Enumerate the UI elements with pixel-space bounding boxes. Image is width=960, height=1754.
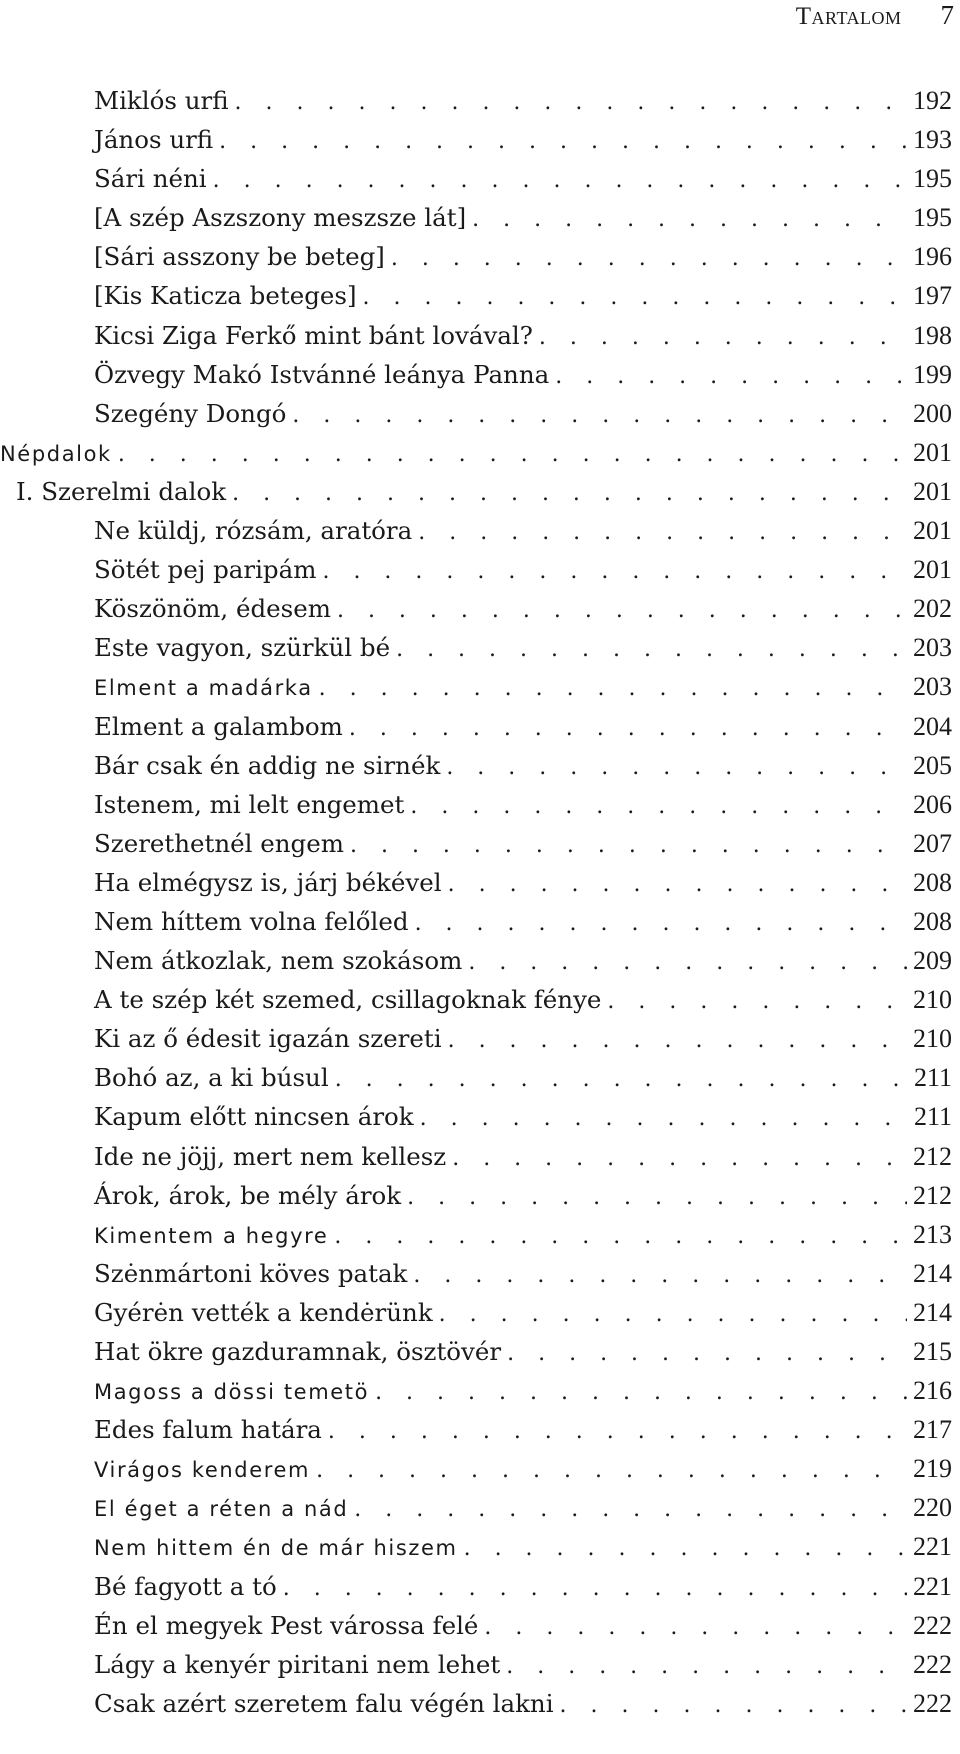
toc-entry-title: Este vagyon, szürkül bé	[94, 633, 391, 663]
toc-entry-page: 211	[913, 1063, 952, 1093]
toc-entry	[0, 1024, 952, 1063]
toc-entry-page: 201	[913, 555, 952, 585]
toc-entry-title: El éget a réten a nád	[94, 1497, 349, 1522]
toc-entry	[0, 360, 952, 399]
toc-entry	[0, 1650, 952, 1689]
toc-entry-title: Kimentem a hegyre	[94, 1223, 329, 1248]
toc-entry-title: Én el megyek Pest várossa felé	[94, 1610, 479, 1640]
toc-entry-title: Szegény Dongó	[94, 398, 287, 428]
toc-entry	[0, 1572, 952, 1611]
toc-entry	[0, 1493, 952, 1532]
toc-entry-title: Népdalok	[0, 441, 112, 466]
toc-entry-page: 221	[913, 1532, 952, 1562]
toc-entry	[0, 1259, 952, 1298]
toc-entry	[0, 1220, 952, 1259]
toc-dot-leader	[539, 325, 907, 350]
toc-dot-leader	[439, 1302, 907, 1327]
toc-entry-page: 201	[913, 476, 952, 506]
toc-dot-leader	[391, 246, 907, 271]
toc-entry-page: 210	[913, 985, 952, 1015]
toc-dot-leader	[337, 598, 907, 623]
toc-entry-page: 195	[913, 164, 952, 194]
toc-entry-title: Gyérėn vették a kendėrünk	[94, 1297, 433, 1327]
toc-dot-leader	[213, 168, 907, 193]
toc-entry-title: Bé fagyott a tó	[94, 1571, 277, 1601]
toc-entry-page: 200	[913, 398, 952, 428]
toc-entry	[0, 1376, 952, 1415]
toc-dot-leader	[468, 950, 907, 975]
toc-entry-title: A te szép két szemed, csillagoknak fénye	[94, 985, 602, 1015]
toc-dot-leader	[484, 1615, 907, 1640]
toc-entry-title: Nem átkozlak, nem szokásom	[94, 946, 463, 976]
toc-entry-page: 205	[913, 750, 952, 780]
toc-entry	[0, 125, 952, 164]
toc-entry-page: 202	[913, 594, 952, 624]
toc-entry	[0, 829, 952, 868]
toc-entry-title: Ha elmégysz is, járj békével	[94, 867, 442, 897]
toc-dot-leader	[219, 129, 907, 154]
table-of-contents	[0, 86, 952, 1728]
toc-entry-page: 197	[913, 281, 952, 311]
toc-dot-leader	[292, 403, 907, 428]
toc-entry-page: 206	[913, 789, 952, 819]
toc-entry-page: 211	[913, 1102, 952, 1132]
toc-entry-title: Miklós urfi	[94, 86, 229, 115]
toc-entry	[0, 790, 952, 829]
toc-entry-title: Bohó az, a ki búsul	[94, 1063, 329, 1093]
toc-entry-title: Árok, árok, be mély árok	[94, 1180, 402, 1210]
toc-entry-page: 212	[913, 1141, 952, 1171]
toc-dot-leader	[420, 1106, 908, 1131]
toc-entry-page: 222	[913, 1688, 952, 1718]
toc-entry-title: [A szép Aszszony meszsze lát]	[94, 203, 467, 233]
toc-dot-leader	[446, 755, 907, 780]
toc-dot-leader	[363, 285, 907, 310]
toc-entry-title: Szėnmártoni köves patak	[94, 1258, 408, 1288]
toc-entry-page: 219	[913, 1454, 952, 1484]
toc-entry	[0, 1454, 952, 1493]
toc-entry-title: Hat ökre gazduramnak, ösztövér	[94, 1337, 502, 1366]
toc-entry-page: 208	[913, 906, 952, 936]
toc-entry	[0, 321, 952, 360]
toc-entry	[0, 399, 952, 438]
toc-entry-title: Szerethetnél engem	[94, 828, 344, 858]
toc-entry-title: [Kis Katicza beteges]	[94, 281, 357, 311]
toc-dot-leader	[118, 442, 907, 467]
toc-dot-leader	[452, 1146, 907, 1171]
toc-entry-title: Ki az ő édesit igazán szereti	[94, 1024, 442, 1054]
toc-section-entry	[0, 438, 952, 477]
toc-entry-title: Sári néni	[94, 164, 207, 194]
toc-dot-leader	[410, 794, 907, 819]
toc-entry	[0, 1689, 952, 1728]
toc-dot-leader	[413, 1263, 907, 1288]
toc-entry	[0, 1063, 952, 1102]
toc-entry-page: 195	[913, 203, 952, 233]
toc-entry	[0, 712, 952, 751]
toc-dot-leader	[350, 833, 907, 858]
toc-entry-title: Elment a galambom	[94, 711, 343, 741]
toc-entry	[0, 516, 952, 555]
toc-entry-page: 203	[913, 633, 952, 663]
toc-dot-leader	[506, 1654, 907, 1679]
toc-entry-title: Magoss a dössi temetö	[94, 1380, 370, 1405]
toc-entry-title: Köszönöm, édesem	[94, 594, 331, 624]
page-number: 7	[940, 0, 954, 30]
toc-entry-page: 216	[913, 1376, 952, 1406]
toc-entry-title: [Sári asszony be beteg]	[94, 242, 385, 272]
toc-entry-title: Kicsi Ziga Ferkő mint bánt lovával?	[94, 320, 533, 350]
toc-dot-leader	[415, 911, 907, 936]
toc-entry-title: Kapum előtt nincsen árok	[94, 1102, 414, 1132]
toc-entry-title: Elment a madárka	[94, 676, 313, 701]
toc-dot-leader	[319, 676, 907, 701]
toc-dot-leader	[349, 716, 907, 741]
toc-dot-leader	[235, 90, 907, 115]
toc-entry-page: 222	[913, 1610, 952, 1640]
toc-dot-leader	[507, 1341, 907, 1366]
toc-entry-title: Bár csak én addig ne sirnék	[94, 750, 441, 780]
toc-dot-leader	[375, 1380, 907, 1405]
toc-entry-title: Lágy a kenyér piritani nem lehet	[94, 1649, 501, 1679]
toc-entry-page: 215	[913, 1337, 952, 1366]
toc-subsection-entry	[0, 477, 952, 516]
toc-entry-page: 212	[913, 1180, 952, 1210]
toc-dot-leader	[283, 1576, 907, 1601]
toc-entry	[0, 281, 952, 320]
toc-entry	[0, 946, 952, 985]
toc-entry	[0, 1415, 952, 1454]
toc-entry	[0, 1181, 952, 1220]
toc-entry-title: Virágos kenderem	[94, 1458, 311, 1483]
toc-entry	[0, 672, 952, 711]
toc-dot-leader	[396, 637, 907, 662]
toc-entry	[0, 907, 952, 946]
toc-dot-leader	[448, 872, 907, 897]
toc-dot-leader	[448, 1028, 907, 1053]
toc-dot-leader	[354, 1497, 907, 1522]
toc-entry	[0, 868, 952, 907]
toc-dot-leader	[232, 481, 907, 506]
toc-entry-page: 192	[913, 86, 952, 115]
toc-entry-title: Ide ne jöjj, mert nem kellesz	[94, 1141, 447, 1171]
toc-entry-page: 204	[913, 711, 952, 741]
toc-dot-leader	[322, 559, 907, 584]
toc-entry-title: Nem hittem én de már hiszem	[94, 1536, 458, 1561]
toc-entry	[0, 1102, 952, 1141]
toc-dot-leader	[335, 1067, 908, 1092]
toc-entry-page: 221	[913, 1571, 952, 1601]
toc-entry	[0, 1298, 952, 1337]
toc-entry-page: 207	[913, 828, 952, 858]
toc-dot-leader	[407, 1185, 907, 1210]
toc-entry-page: 210	[913, 1024, 952, 1054]
toc-entry-page: 201	[913, 516, 952, 546]
toc-entry-page: 196	[913, 242, 952, 272]
toc-entry	[0, 751, 952, 790]
running-title: Tartalom	[795, 3, 902, 30]
toc-entry-page: 198	[913, 320, 952, 350]
toc-entry	[0, 164, 952, 203]
toc-entry-page: 199	[913, 359, 952, 389]
toc-entry-title: Edes falum határa	[94, 1415, 322, 1445]
toc-entry-page: 214	[913, 1258, 952, 1288]
toc-entry-page: 201	[913, 437, 952, 467]
toc-dot-leader	[560, 1693, 907, 1718]
toc-entry-page: 217	[913, 1415, 952, 1445]
toc-dot-leader	[607, 989, 907, 1014]
toc-entry-page: 203	[913, 672, 952, 702]
toc-entry	[0, 555, 952, 594]
toc-entry	[0, 633, 952, 672]
toc-entry-title: Ne küldj, rózsám, aratóra	[94, 516, 413, 546]
toc-entry-title: I. Szerelmi dalok	[16, 476, 227, 506]
toc-dot-leader	[334, 1224, 907, 1249]
toc-entry-page: 214	[913, 1297, 952, 1327]
toc-entry-title: Nem híttem volna felőled	[94, 906, 409, 936]
toc-entry-title: Sötét pej paripám	[94, 555, 317, 585]
toc-entry-page: 222	[913, 1649, 952, 1679]
toc-entry-title: Istenem, mi lelt engemet	[94, 789, 405, 819]
toc-dot-leader	[472, 207, 907, 232]
toc-dot-leader	[555, 364, 907, 389]
toc-entry	[0, 203, 952, 242]
toc-entry-page: 220	[913, 1493, 952, 1523]
toc-entry	[0, 1532, 952, 1571]
toc-dot-leader	[464, 1536, 907, 1561]
toc-entry	[0, 242, 952, 281]
toc-entry-title: Csak azért szeretem falu végén lakni	[94, 1688, 554, 1718]
toc-entry-page: 208	[913, 867, 952, 897]
running-header	[796, 0, 954, 30]
toc-entry	[0, 86, 952, 125]
toc-dot-leader	[328, 1419, 907, 1444]
toc-entry-page: 213	[913, 1219, 952, 1249]
toc-dot-leader	[418, 520, 907, 545]
toc-dot-leader	[316, 1458, 907, 1483]
toc-entry	[0, 594, 952, 633]
toc-entry-page: 193	[913, 125, 952, 155]
toc-entry	[0, 1611, 952, 1650]
toc-entry-title: János urfi	[94, 125, 214, 155]
toc-entry	[0, 1142, 952, 1181]
toc-entry	[0, 1337, 952, 1376]
toc-entry-page: 209	[913, 946, 952, 976]
toc-entry	[0, 985, 952, 1024]
toc-entry-title: Özvegy Makó Istvánné leánya Panna	[94, 359, 550, 389]
